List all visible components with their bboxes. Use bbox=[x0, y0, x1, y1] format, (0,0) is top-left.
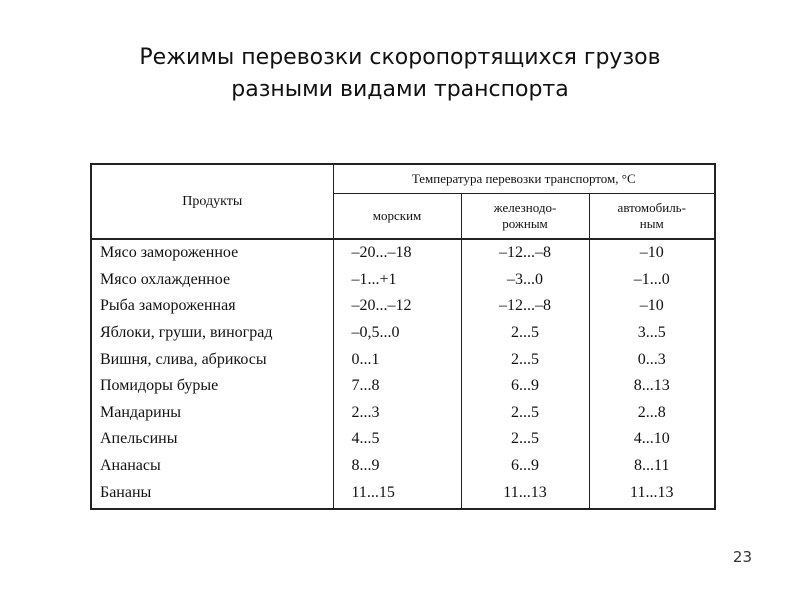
table-row bbox=[91, 426, 715, 453]
slide-title bbox=[0, 42, 800, 106]
table-row bbox=[91, 373, 715, 400]
cell-auto: 8...13 bbox=[589, 373, 715, 400]
header-temperature: Температура перевозки транспортом, °С bbox=[333, 164, 715, 194]
cell-auto: –10 bbox=[589, 293, 715, 320]
cell-product: Помидоры бурые bbox=[91, 373, 333, 400]
cell-rail: 2...5 bbox=[461, 426, 589, 453]
cell-product: Рыба замороженная bbox=[91, 293, 333, 320]
slide-title-line-1: Режимы перевозки скоропортящихся грузов bbox=[139, 45, 661, 70]
cell-rail: –12...–8 bbox=[461, 293, 589, 320]
cell-product: Ананасы bbox=[91, 453, 333, 480]
cell-rail: 6...9 bbox=[461, 453, 589, 480]
cell-product: Мясо замороженное bbox=[91, 239, 333, 267]
cell-auto: –1...0 bbox=[589, 267, 715, 294]
cell-auto: 4...10 bbox=[589, 426, 715, 453]
header-rail: железнодо- рожным bbox=[461, 194, 589, 240]
cell-auto: 2...8 bbox=[589, 400, 715, 427]
transport-temperature-table bbox=[90, 163, 716, 510]
table-row bbox=[91, 293, 715, 320]
cell-auto: –10 bbox=[589, 239, 715, 267]
table-row bbox=[91, 400, 715, 427]
cell-rail: 2...5 bbox=[461, 400, 589, 427]
cell-rail: –12...–8 bbox=[461, 239, 589, 267]
cell-sea: –0,5...0 bbox=[333, 320, 461, 347]
table-row bbox=[91, 453, 715, 480]
cell-sea: –20...–18 bbox=[333, 239, 461, 267]
table-row bbox=[91, 346, 715, 373]
cell-rail: 11...13 bbox=[461, 479, 589, 509]
cell-sea: 7...8 bbox=[333, 373, 461, 400]
cell-sea: 8...9 bbox=[333, 453, 461, 480]
table-row bbox=[91, 239, 715, 267]
table-row bbox=[91, 320, 715, 347]
cell-product: Бананы bbox=[91, 479, 333, 509]
cell-rail: –3...0 bbox=[461, 267, 589, 294]
cell-auto: 11...13 bbox=[589, 479, 715, 509]
cell-product: Яблоки, груши, виноград bbox=[91, 320, 333, 347]
cell-sea: 4...5 bbox=[333, 426, 461, 453]
cell-sea: 2...3 bbox=[333, 400, 461, 427]
header-auto: автомобиль- ным bbox=[589, 194, 715, 240]
cell-auto: 0...3 bbox=[589, 346, 715, 373]
slide-title-line-2: разными видами транспорта bbox=[231, 77, 569, 102]
header-sea: морским bbox=[333, 194, 461, 240]
cell-product: Мандарины bbox=[91, 400, 333, 427]
cell-rail: 6...9 bbox=[461, 373, 589, 400]
cell-rail: 2...5 bbox=[461, 320, 589, 347]
cell-sea: –20...–12 bbox=[333, 293, 461, 320]
cell-auto: 3...5 bbox=[589, 320, 715, 347]
cell-product: Мясо охлажденное bbox=[91, 267, 333, 294]
cell-product: Вишня, слива, абрикосы bbox=[91, 346, 333, 373]
cell-sea: 0...1 bbox=[333, 346, 461, 373]
page-number: 23 bbox=[732, 548, 752, 566]
cell-sea: –1...+1 bbox=[333, 267, 461, 294]
cell-auto: 8...11 bbox=[589, 453, 715, 480]
table-row bbox=[91, 479, 715, 509]
cell-sea: 11...15 bbox=[333, 479, 461, 509]
cell-product: Апельсины bbox=[91, 426, 333, 453]
header-products: Продукты bbox=[91, 164, 333, 239]
cell-rail: 2...5 bbox=[461, 346, 589, 373]
table-row bbox=[91, 267, 715, 294]
